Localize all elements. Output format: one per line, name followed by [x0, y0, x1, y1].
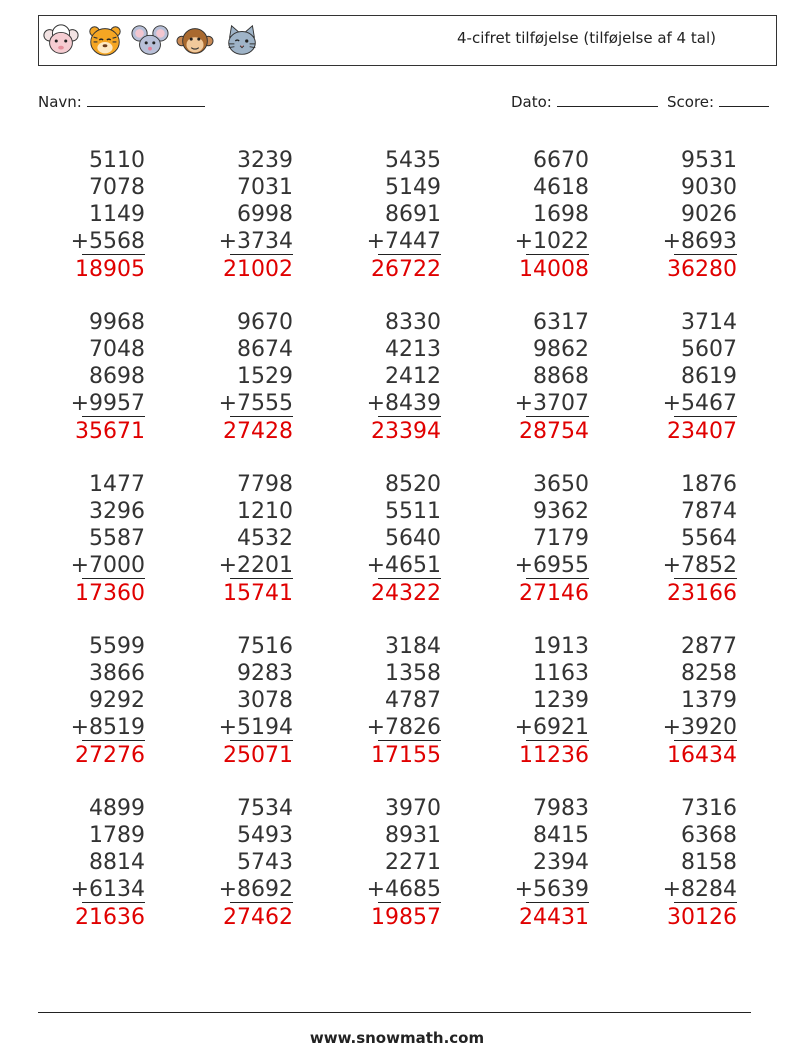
addend-2: 7048	[89, 337, 145, 362]
addend-4: +6955	[514, 553, 589, 578]
addend-3: 8698	[89, 364, 145, 389]
addend-2: 5149	[385, 175, 441, 200]
addend-3: 1529	[237, 364, 293, 389]
score-blank	[719, 94, 769, 107]
addend-3: 8868	[533, 364, 589, 389]
answer: 28754	[519, 419, 589, 444]
addend-4: +7000	[70, 553, 145, 578]
addition-problem	[627, 471, 737, 611]
addend-1: 3970	[385, 796, 441, 821]
addition-problem	[331, 633, 441, 773]
addend-4: +3920	[662, 715, 737, 740]
addend-3: 6998	[237, 202, 293, 227]
addend-2: 5511	[385, 499, 441, 524]
addition-problem	[183, 633, 293, 773]
answer: 14008	[519, 257, 589, 282]
addend-2: 1358	[385, 661, 441, 686]
mouse-icon	[131, 22, 169, 60]
date-label: Dato:	[511, 93, 552, 111]
footer-site: www.snowmath.com	[309, 1029, 485, 1047]
addend-3: 5743	[237, 850, 293, 875]
cat-icon	[223, 22, 261, 60]
addend-3: 9292	[89, 688, 145, 713]
addition-problem	[479, 795, 589, 935]
tiger-icon	[86, 22, 124, 60]
addend-4: +3734	[218, 229, 293, 254]
sum-rule	[526, 416, 589, 417]
addition-problem	[479, 633, 589, 773]
addend-3: 7179	[533, 526, 589, 551]
addend-1: 3184	[385, 634, 441, 659]
sum-rule	[378, 902, 441, 903]
sum-rule	[378, 578, 441, 579]
sum-rule	[526, 902, 589, 903]
addend-3: 9026	[681, 202, 737, 227]
addend-3: 4532	[237, 526, 293, 551]
addend-1: 7516	[237, 634, 293, 659]
addend-4: +2201	[218, 553, 293, 578]
addend-2: 8931	[385, 823, 441, 848]
addend-2: 4618	[533, 175, 589, 200]
addend-4: +8693	[662, 229, 737, 254]
addend-1: 1876	[681, 472, 737, 497]
answer: 11236	[519, 743, 589, 768]
answer: 27428	[223, 419, 293, 444]
addend-4: +7826	[366, 715, 441, 740]
addend-1: 9531	[681, 148, 737, 173]
sum-rule	[378, 254, 441, 255]
addend-4: +1022	[514, 229, 589, 254]
addend-3: 8619	[681, 364, 737, 389]
addend-3: 1698	[533, 202, 589, 227]
addend-3: 1239	[533, 688, 589, 713]
addend-1: 2877	[681, 634, 737, 659]
sum-rule	[230, 416, 293, 417]
addend-3: 2271	[385, 850, 441, 875]
sum-rule	[82, 902, 145, 903]
sum-rule	[230, 254, 293, 255]
answer: 26722	[371, 257, 441, 282]
answer: 24431	[519, 905, 589, 930]
date-field	[511, 93, 658, 111]
addend-1: 9968	[89, 310, 145, 335]
answer: 23407	[667, 419, 737, 444]
addend-2: 9030	[681, 175, 737, 200]
answer: 19857	[371, 905, 441, 930]
sum-rule	[526, 254, 589, 255]
sum-rule	[674, 416, 737, 417]
addend-1: 5435	[385, 148, 441, 173]
addend-1: 8520	[385, 472, 441, 497]
addition-problem	[331, 309, 441, 449]
addition-problem	[627, 633, 737, 773]
addend-1: 1913	[533, 634, 589, 659]
answer: 18905	[75, 257, 145, 282]
sum-rule	[526, 740, 589, 741]
addend-4: +5568	[70, 229, 145, 254]
addend-1: 5110	[89, 148, 145, 173]
addend-3: 2412	[385, 364, 441, 389]
addend-2: 8415	[533, 823, 589, 848]
addition-problem	[35, 795, 145, 935]
answer: 17360	[75, 581, 145, 606]
addition-problem	[479, 309, 589, 449]
addend-2: 1163	[533, 661, 589, 686]
addend-3: 1379	[681, 688, 737, 713]
score-field	[667, 93, 769, 111]
addend-3: 5640	[385, 526, 441, 551]
answer: 24322	[371, 581, 441, 606]
addition-problem	[183, 471, 293, 611]
addend-2: 9862	[533, 337, 589, 362]
answer: 23394	[371, 419, 441, 444]
addend-4: +8692	[218, 877, 293, 902]
addend-2: 5607	[681, 337, 737, 362]
sum-rule	[230, 740, 293, 741]
addend-2: 1789	[89, 823, 145, 848]
addition-problem	[627, 147, 737, 287]
addend-2: 5493	[237, 823, 293, 848]
addend-4: +6134	[70, 877, 145, 902]
addend-2: 9362	[533, 499, 589, 524]
answer: 21636	[75, 905, 145, 930]
footer-divider	[38, 1012, 751, 1013]
addend-1: 5599	[89, 634, 145, 659]
addition-problem	[627, 309, 737, 449]
addend-3: 8814	[89, 850, 145, 875]
name-field	[38, 93, 205, 111]
addend-4: +7555	[218, 391, 293, 416]
addend-3: 5587	[89, 526, 145, 551]
addend-3: 8691	[385, 202, 441, 227]
addition-problem	[35, 309, 145, 449]
addend-3: 2394	[533, 850, 589, 875]
addend-4: +6921	[514, 715, 589, 740]
addend-2: 4213	[385, 337, 441, 362]
sum-rule	[526, 578, 589, 579]
addend-1: 1477	[89, 472, 145, 497]
addition-problem	[331, 795, 441, 935]
sum-rule	[230, 578, 293, 579]
addition-problem	[183, 309, 293, 449]
header-box	[38, 15, 777, 66]
answer: 27276	[75, 743, 145, 768]
name-blank	[87, 94, 205, 107]
addend-2: 9283	[237, 661, 293, 686]
addend-4: +9957	[70, 391, 145, 416]
addend-3: 4787	[385, 688, 441, 713]
answer: 27462	[223, 905, 293, 930]
addition-problem	[35, 471, 145, 611]
sum-rule	[674, 254, 737, 255]
addend-2: 1210	[237, 499, 293, 524]
name-label: Navn:	[38, 93, 82, 111]
addend-4: +8284	[662, 877, 737, 902]
sum-rule	[230, 902, 293, 903]
addend-2: 7031	[237, 175, 293, 200]
addend-1: 7798	[237, 472, 293, 497]
addend-1: 6317	[533, 310, 589, 335]
answer: 27146	[519, 581, 589, 606]
addend-4: +7447	[366, 229, 441, 254]
sum-rule	[82, 416, 145, 417]
addend-4: +8519	[70, 715, 145, 740]
addition-problem	[35, 633, 145, 773]
addend-3: 5564	[681, 526, 737, 551]
addend-1: 6670	[533, 148, 589, 173]
addend-1: 7534	[237, 796, 293, 821]
sum-rule	[674, 740, 737, 741]
answer: 17155	[371, 743, 441, 768]
answer: 15741	[223, 581, 293, 606]
addend-4: +5194	[218, 715, 293, 740]
answer: 30126	[667, 905, 737, 930]
addition-problem	[183, 147, 293, 287]
answer: 35671	[75, 419, 145, 444]
addend-4: +5467	[662, 391, 737, 416]
sum-rule	[82, 578, 145, 579]
addend-4: +7852	[662, 553, 737, 578]
sum-rule	[82, 254, 145, 255]
addend-1: 7316	[681, 796, 737, 821]
addend-4: +4685	[366, 877, 441, 902]
addend-2: 8674	[237, 337, 293, 362]
addend-1: 3239	[237, 148, 293, 173]
answer: 23166	[667, 581, 737, 606]
sum-rule	[378, 416, 441, 417]
addend-2: 3296	[89, 499, 145, 524]
addend-2: 3866	[89, 661, 145, 686]
addition-problem	[479, 147, 589, 287]
addend-1: 9670	[237, 310, 293, 335]
addend-3: 1149	[89, 202, 145, 227]
addend-4: +8439	[366, 391, 441, 416]
addition-problem	[331, 147, 441, 287]
sum-rule	[378, 740, 441, 741]
monkey-icon	[176, 22, 214, 60]
addend-1: 3650	[533, 472, 589, 497]
addend-3: 8158	[681, 850, 737, 875]
addition-problem	[479, 471, 589, 611]
addend-3: 3078	[237, 688, 293, 713]
worksheet-title: 4-cifret tilføjelse (tilføjelse af 4 tal)	[457, 29, 716, 47]
sum-rule	[82, 740, 145, 741]
date-blank	[557, 94, 658, 107]
addend-1: 7983	[533, 796, 589, 821]
addition-problem	[183, 795, 293, 935]
sheep-icon	[42, 22, 80, 60]
addition-problem	[35, 147, 145, 287]
addend-2: 8258	[681, 661, 737, 686]
addition-problem	[627, 795, 737, 935]
addend-1: 4899	[89, 796, 145, 821]
sum-rule	[674, 578, 737, 579]
addend-4: +5639	[514, 877, 589, 902]
answer: 21002	[223, 257, 293, 282]
answer: 16434	[667, 743, 737, 768]
answer: 36280	[667, 257, 737, 282]
sum-rule	[674, 902, 737, 903]
addend-4: +4651	[366, 553, 441, 578]
addend-2: 6368	[681, 823, 737, 848]
addend-1: 8330	[385, 310, 441, 335]
score-label: Score:	[667, 93, 715, 111]
addend-1: 3714	[681, 310, 737, 335]
addition-problem	[331, 471, 441, 611]
addend-2: 7874	[681, 499, 737, 524]
addend-4: +3707	[514, 391, 589, 416]
addend-2: 7078	[89, 175, 145, 200]
answer: 25071	[223, 743, 293, 768]
